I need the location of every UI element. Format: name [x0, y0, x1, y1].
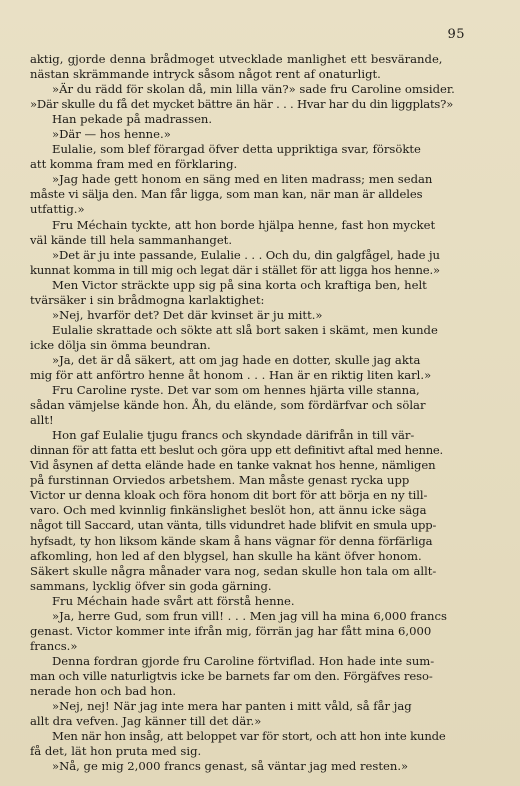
text-line: francs.» — [30, 638, 78, 653]
text-line: kunnat komma in till mig och legat där i stället för att ligga hos henne.» — [30, 262, 440, 277]
text-line: Victor ur denna kloak och föra honom dit bort för att börja en ny till- — [30, 488, 428, 503]
text-line: allt! — [30, 413, 54, 428]
text-line: Denna fordran gjorde fru Caroline förtviflad. Hon hade inte sum- — [52, 653, 435, 668]
text-line: tvärsäker i sin brådmogna karlaktighet: — [30, 292, 265, 307]
text-line: sådan vämjelse kände hon. Åh, du elände, som fördärfvar och sölar — [30, 398, 426, 413]
text-line: »Nej, hvarför det? Det där kvinset är ju mitt.» — [52, 307, 323, 322]
text-line: Fru Méchain hade svårt att förstå henne. — [52, 593, 295, 608]
text-line: nästan skrämmande intryck såsom något rent af onaturligt. — [30, 67, 381, 82]
text-line: Eulalie, som blef förargad öfver detta uppriktiga svar, försökte — [52, 142, 421, 157]
text-line: på furstinnan Orviedos arbetshem. Man måste genast rycka upp — [30, 473, 410, 488]
text-line: utfattig.» — [30, 202, 85, 217]
text-line: något till Saccard, utan vänta, tills vidundret hade blifvit en smula upp- — [30, 518, 437, 533]
text-line: dinnan för att fatta ett beslut och göra upp ett definitivt aftal med henne. — [30, 443, 443, 458]
text-line: allt dra vefven. Jag känner till det där.» — [30, 714, 262, 729]
text-line: Eulalie skrattade och sökte att slå bort saken i skämt, men kunde — [52, 322, 438, 337]
text-line: få det, lät hon pruta med sig. — [30, 744, 202, 759]
text-line: hyfsadt, ty hon liksom kände skam å hans vägnar för denna förfärliga — [30, 533, 433, 548]
text-line: Vid åsynen af detta elände hade en tanke vaknat hos henne, nämligen — [30, 458, 436, 473]
text-line: icke dölja sin ömma beundran. — [30, 337, 211, 352]
text-line: »Ja, herre Gud, som frun vill! . . . Men jag vill ha mina 6,000 francs — [52, 608, 447, 623]
text-line: Han pekade på madrassen. — [52, 112, 213, 127]
text-line: varo. Och med kvinnlig finkänslighet beslöt hon, att ännu icke säga — [30, 503, 427, 518]
page-number: 95 — [447, 27, 465, 42]
text-line: mig för att anförtro henne åt honom . . . Han är en riktig liten karl.» — [30, 367, 432, 382]
text-line: att komma fram med en förklaring. — [30, 157, 238, 172]
body-text — [30, 52, 488, 774]
text-line: »Där — hos henne.» — [52, 127, 171, 142]
text-line: »Nej, nej! När jag inte mera har panten i mitt våld, så får jag — [52, 699, 412, 714]
text-line: måste vi sälja den. Man får ligga, som man kan, när man är alldeles — [30, 187, 423, 202]
text-line: »Ja, det är då säkert, att om jag hade en dotter, skulle jag akta — [52, 352, 421, 367]
text-line: Men när hon insåg, att beloppet var för stort, och att hon inte kunde — [52, 729, 446, 744]
text-line: Säkert skulle några månader vara nog, sedan skulle hon tala om allt- — [30, 563, 437, 578]
text-line: Fru Caroline ryste. Det var som om hennes hjärta ville stanna, — [52, 383, 420, 398]
text-line: afkomling, hon led af den blygsel, han skulle ha känt öfver honom. — [30, 548, 422, 563]
text-line: väl kände till hela sammanhanget. — [30, 232, 233, 247]
text-line: »Nå, ge mig 2,000 francs genast, så väntar jag med resten.» — [52, 759, 409, 774]
text-line: sammans, lycklig öfver sin goda gärning. — [30, 578, 272, 593]
text-line: man och ville naturligtvis icke be barnets far om den. Förgäfves reso- — [30, 668, 433, 683]
text-line: Men Victor sträckte upp sig på sina korta och kraftiga ben, helt — [52, 277, 427, 292]
text-line: nerade hon och bad hon. — [30, 683, 177, 698]
text-line: aktig, gjorde denna brådmoget utvecklade manlighet ett besvärande, — [30, 52, 443, 66]
text-line: »Är du rädd för skolan då, min lilla vän?» sade fru Caroline omsider. — [52, 82, 455, 97]
text-line: »Det är ju inte passande, Eulalie . . . Och du, din galgfågel, hade ju — [52, 247, 440, 262]
text-line: Hon gaf Eulalie tjugu francs och skyndade därifrån in till vär- — [52, 428, 415, 443]
text-line: »Där skulle du få det mycket bättre än här . . . Hvar har du din liggplats?» — [30, 97, 454, 112]
text-line: »Jag hade gett honom en säng med en liten madrass; men sedan — [52, 172, 433, 187]
text-line: genast. Victor kommer inte ifrån mig, förrän jag har fått mina 6,000 — [30, 623, 432, 638]
text-line: Fru Méchain tyckte, att hon borde hjälpa henne, fast hon mycket — [52, 217, 436, 232]
